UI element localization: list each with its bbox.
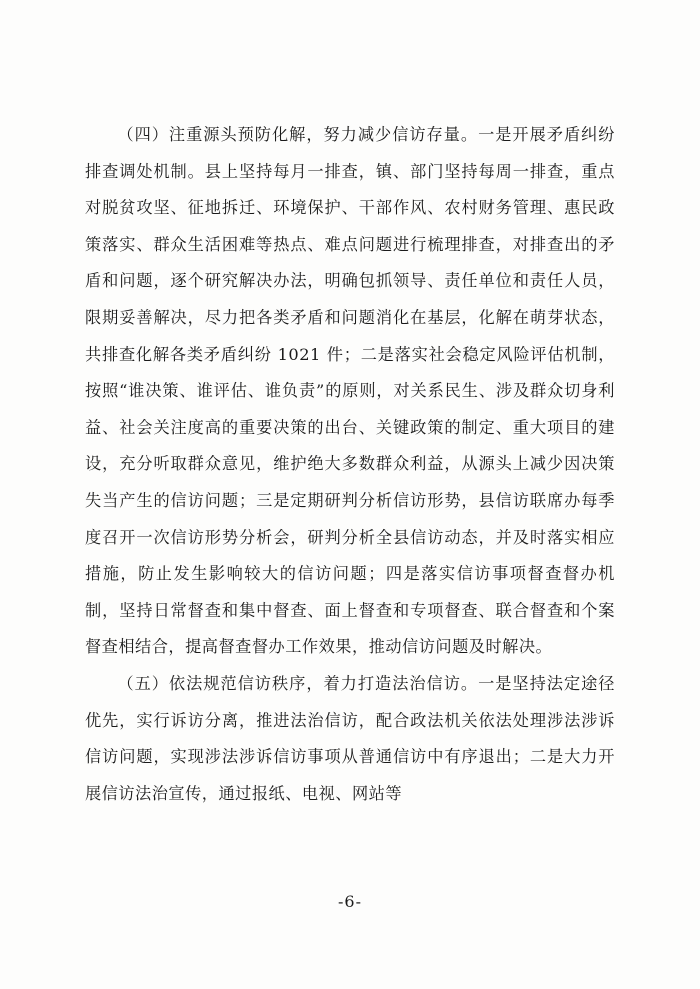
paragraph-four: （四）注重源头预防化解，努力减少信访存量。一是开展矛盾纠纷排查调处机制。县上坚持每月一排查，镇、部门坚持每周一排查，重点对脱贫攻坚、征地拆迁、环境保护、干部作风、农村财务管理、惠民政策落实、群众生活困难等热点、难点问题进行梳理排查，对排查出的矛盾和问题，逐个研究解决办法，明确包抓领导、责任单位和责任人员，限期妥善解决，尽力把各类矛盾和问题消化在基层，化解在萌芽状态，共排查化解各类矛盾纠纷 1021 件；二是落实社会稳定风险评估机制，按照“谁决策、谁评估、谁负责”的原则，对关系民生、涉及群众切身利益、社会关注度高的重要决策的出台、关键政策的制定、重大项目的建设，充分听取群众意见，维护绝大多数群众利益，从源头上减少因决策失当产生的信访问题；三是定期研判分析信访形势，县信访联席办每季度召开一次信访形势分析会，研判分析全县信访动态，并及时落实相应措施，防止发生影响较大的信访问题；四是落实信访事项督查督办机制，坚持日常督查和集中督查、面上督查和专项督查、联合督查和个案督查相结合，提高督查督办工作效果，推动信访问题及时解决。 — [85, 125, 615, 657]
page-number: -6- — [338, 892, 362, 911]
paragraph-five: （五）依法规范信访秩序，着力打造法治信访。一是坚持法定途径优先，实行诉访分离，推进法治信访，配合政法机关依法处理涉法涉诉信访问题，实现涉法涉诉信访事项从普通信访中有序退出；二是大力开展信访法治宣传，通过报纸、电视、网站等 — [85, 673, 615, 803]
body-text — [85, 117, 615, 812]
